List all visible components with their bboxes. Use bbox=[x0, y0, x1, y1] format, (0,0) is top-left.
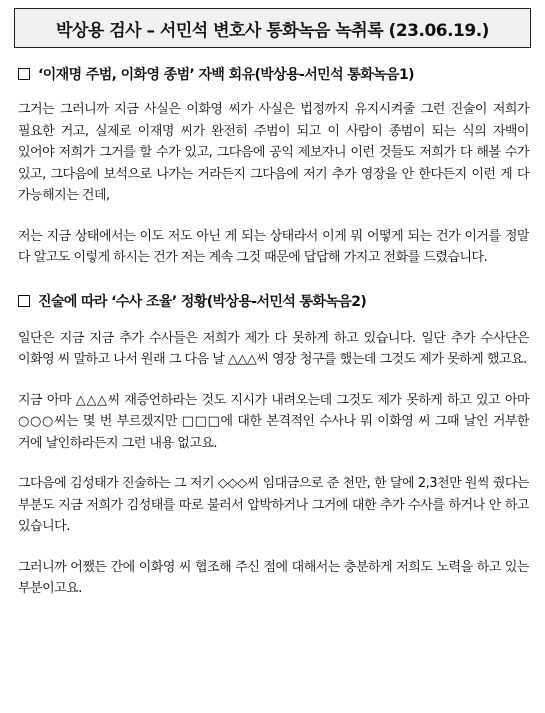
document-title: 박상용 검사 – 서민석 변호사 통화녹음 녹취록 (23.06.19.) bbox=[14, 8, 531, 48]
paragraph: 지금 아마 △△△씨 재증언하라는 것도 지시가 내려오는데 그것도 제가 못하게 하고 있고 아마 ○○○씨는 몇 번 부르겠지만 □□□에 대한 본격적인 수사나 뭐 이화영 씨 그때 날인 거부한 거에 날인하라든지 그런 내용 없고요. bbox=[18, 392, 529, 451]
section-heading-text: 진술에 따라 ‘수사 조율’ 정황(박상용-서민석 통화녹음2) bbox=[38, 293, 367, 310]
paragraph: 그다음에 김성태가 진술하는 그 저기 ◇◇◇씨 임대금으로 준 천만, 한 달에 2,3천만 원씩 줬다는 부분도 지금 저희가 김성태를 따로 불러서 압박하거나 그거에 대한 추가 수사를 하거나 안 하고 있습니다. bbox=[18, 476, 529, 534]
paragraph: 그거는 그러니까 지금 사실은 이화영 씨가 사실은 법정까지 유지시켜줄 그런 진술이 저희가 필요한 거고, 실제로 이재명 씨가 완전히 주범이 되고 이 사람이 종범이 되는 식의 자백이 있어야 저희가 그거를 할 수가 있고, 그다음에 공익 제보자니 이런 것들도 저희가 다 해볼 수가 있고, 그다음에 보석으로 나가는 거라든지 그다음에 저기 추가 영장을 안 한다든지 이런 게 다 가능해지는 건데, bbox=[18, 102, 529, 203]
paragraph: 그러니까 어쨌든 간에 이화영 씨 협조해 주신 점에 대해서는 충분하게 저희도 노력을 하고 있는 부분이고요. bbox=[18, 559, 529, 596]
paragraph: 일단은 지금 지금 추가 수사들은 저희가 제가 다 못하게 하고 있습니다. 일단 추가 수사단은 이화영 씨 말하고 나서 원래 그 다음 날 △△△씨 영장 청구를 했는데 그것도 제가 못하게 했고요. bbox=[18, 330, 529, 367]
checkbox-square-icon bbox=[18, 295, 30, 307]
transcript-page bbox=[0, 8, 545, 713]
checkbox-square-icon bbox=[18, 68, 30, 80]
section-heading-1 bbox=[14, 64, 531, 84]
paragraph: 저는 지금 상태에서는 이도 저도 아닌 게 되는 상태라서 이게 뭐 어떻게 되는 건가 이거를 정말 다 알고도 이렇게 하시는 건가 저는 계속 그것 때문에 답답해 가지고 전화를 드렸습니다. bbox=[18, 228, 529, 265]
section-heading-text: ‘이재명 주범, 이화영 종범’ 자백 회유(박상용-서민석 통화녹음1) bbox=[38, 67, 414, 83]
section-heading-2 bbox=[14, 291, 531, 311]
